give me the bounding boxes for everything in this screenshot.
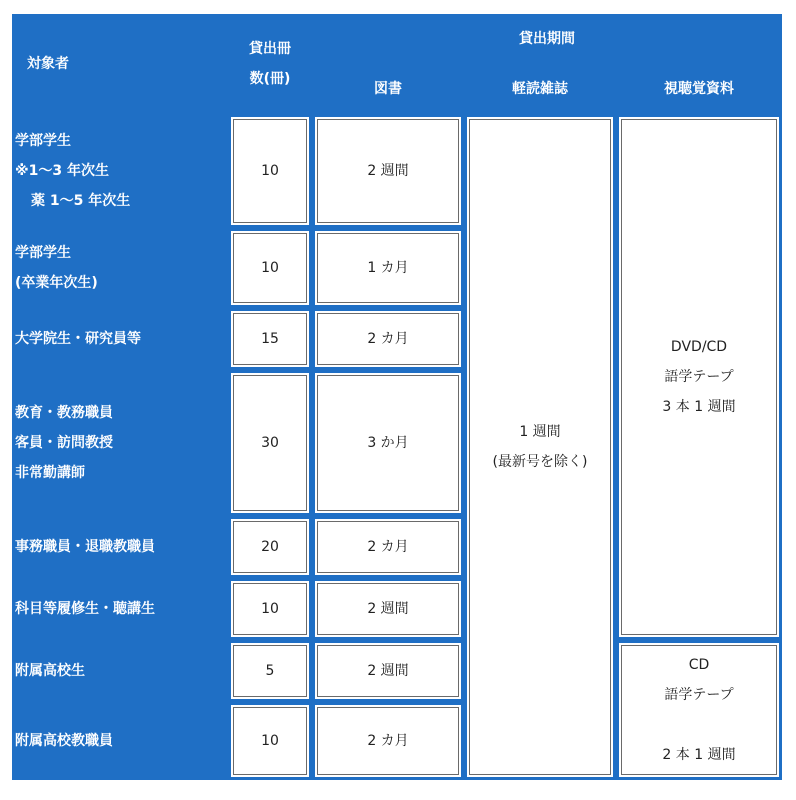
row-target: 大学院生・研究員等 <box>12 308 228 370</box>
row-count: 15 <box>228 308 312 370</box>
table-row <box>12 640 782 702</box>
row-books: 2 カ月 <box>312 516 464 578</box>
av-bottom-line3: 2 本 1 週間 <box>662 747 736 763</box>
row-target-line: 客員・訪問教授 <box>15 435 113 451</box>
row-count: 10 <box>228 702 312 780</box>
row-target-line: 教育・教務職員 <box>15 405 113 421</box>
row-target <box>12 370 228 516</box>
header-count-line1: 貸出冊 <box>249 41 291 57</box>
row-target-line: 学部学生 <box>15 133 71 149</box>
row-books: 2 週間 <box>312 114 464 228</box>
row-books: 2 週間 <box>312 578 464 640</box>
row-books: 2 カ月 <box>312 702 464 780</box>
header-count <box>228 14 312 114</box>
row-count: 10 <box>228 114 312 228</box>
magazines-period-cell <box>464 114 616 780</box>
av-top-line3: 3 本 1 週間 <box>662 399 736 415</box>
header-period: 貸出期間 <box>312 14 782 64</box>
av-top-line2: 語学テープ <box>664 369 734 385</box>
row-count: 20 <box>228 516 312 578</box>
row-books: 2 週間 <box>312 640 464 702</box>
header-row-1 <box>12 14 782 64</box>
loan-policy-table <box>12 14 782 780</box>
row-target: 附属高校教職員 <box>12 702 228 780</box>
header-books: 図書 <box>312 64 464 114</box>
row-target <box>12 228 228 308</box>
header-target: 対象者 <box>12 14 228 114</box>
row-books: 1 カ月 <box>312 228 464 308</box>
row-count: 30 <box>228 370 312 516</box>
row-count: 10 <box>228 228 312 308</box>
av-period-cell-bottom <box>616 640 782 780</box>
table-row <box>12 114 782 228</box>
row-target <box>12 114 228 228</box>
magazines-period-line1: 1 週間 <box>519 424 561 440</box>
row-books: 2 カ月 <box>312 308 464 370</box>
row-books: 3 か月 <box>312 370 464 516</box>
av-bottom-line2: 語学テープ <box>664 687 734 703</box>
row-target-line: 学部学生 <box>15 245 71 261</box>
av-bottom-line1: CD <box>688 657 710 673</box>
header-magazines: 軽読雑誌 <box>464 64 616 114</box>
row-target-line: ※1～3 年次生 <box>15 163 109 179</box>
row-count: 10 <box>228 578 312 640</box>
row-target-line: 薬 1～5 年次生 <box>31 193 131 209</box>
row-target: 事務職員・退職教職員 <box>12 516 228 578</box>
magazines-period-line2: (最新号を除く) <box>492 454 588 470</box>
header-count-line2: 数(冊) <box>249 71 291 87</box>
row-count: 5 <box>228 640 312 702</box>
av-top-line1: DVD/CD <box>670 339 728 355</box>
row-target: 科目等履修生・聴講生 <box>12 578 228 640</box>
row-target-line: 非常勤講師 <box>15 465 85 481</box>
header-av: 視聴覚資料 <box>616 64 782 114</box>
row-target-line: (卒業年次生) <box>15 275 98 291</box>
row-target: 附属高校生 <box>12 640 228 702</box>
av-bottom-spacer <box>619 710 779 740</box>
av-period-cell-top <box>616 114 782 640</box>
